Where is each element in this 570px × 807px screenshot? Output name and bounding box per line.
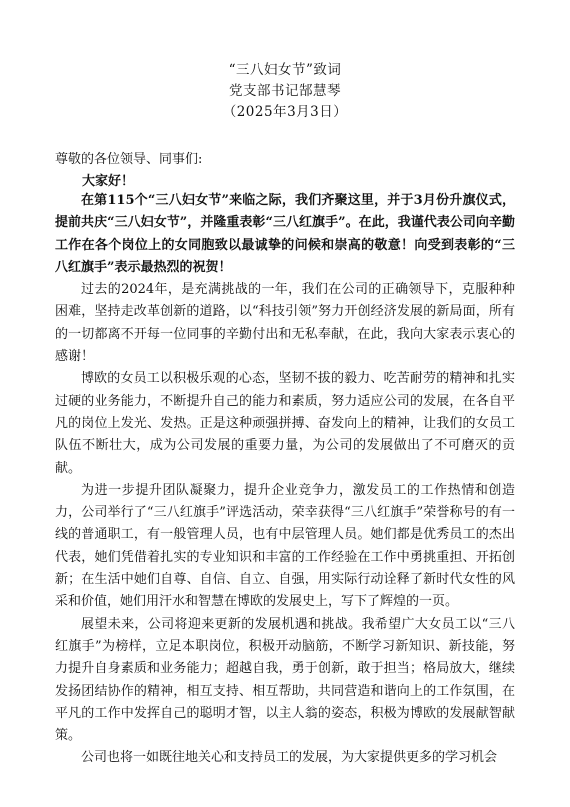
paragraph-female-staff: 博欧的女员工以积极乐观的心态，坚韧不拔的毅力、吃苦耐劳的精神和扎实过硬的业务能力，不断提升自己的能力和素质，努力适应公司的发展，在各自平凡的岗位上发光、发热。正是这种顽强拼搏、奋发向上的精神，让我们的女员工队伍不断壮大，成为公司发展的重要力量，为公司的发展做出了不可磨灭的贡献。 <box>55 371 515 476</box>
paragraph-award: 为进一步提升团队凝聚力，提升企业竞争力，激发员工的工作热情和创造力，公司举行了“三八红旗手”评选活动，荣幸获得“三八红旗手”荣誉称号的有一线的普通职工，有一般管理人员，也有中层管理人员。她们都是优秀员工的杰出代表，她们凭借着扎实的专业知识和丰富的工作经验在工作中勇挑重担、开拓创新；在生活中她们自尊、自信、自立、自强，用实际行动诠释了新时代女性的风采和价值，她们用汗水和智慧在博欧的发展史上，写下了辉煌的一页。 <box>55 482 515 610</box>
speech-date: （2025年3月3日） <box>222 104 348 120</box>
paragraph-review: 过去的2024年，是充满挑战的一年，我们在公司的正确领导下，克服种种困难，坚持走改革创新的道路，以“科技引领”努力开创经济发展的新局面，所有的一切都离不开每一位同事的辛勤付出和无私奉献，在此，我向大家表示衷心的感谢！ <box>55 282 515 365</box>
greeting: 大家好！ <box>82 174 135 189</box>
speech-author: 党支部书记郜慧琴 <box>229 83 341 99</box>
paragraph-opening: 在第115个“三八妇女节”来临之际，我们齐聚这里，并于3月份升旗仪式，提前共庆“三八妇女节”，并隆重表彰“三八红旗手”。在此，我谨代表公司向辛勤工作在各个岗位上的女同胞致以最诚挚的问候和崇高的敬意！向受到表彰的“三八红旗手”表示最热烈的祝贺！ <box>55 193 515 275</box>
paragraph-outlook: 展望未来，公司将迎来更新的发展机遇和挑战。我希望广大女员工以“三八红旗手”为榜样，立足本职岗位，积极开动脑筋，不断学习新知识、新技能，努力提升自身素质和业务能力；超越自我，勇于创新，敢于担当；格局放大，继续发扬团结协作的精神，相互支持、相互帮助，共同营造和谐向上的工作氛围，在平凡的工作中发挥自己的聪明才智，以主人翁的姿态，积极为博欧的发展献智献策。 <box>55 616 515 744</box>
speech-title: “三八妇女节”致词 <box>228 62 342 78</box>
paragraph-closing: 公司也将一如既往地关心和支持员工的发展，为大家提供更多的学习机会 <box>81 750 498 766</box>
salutation: 尊敬的各位领导、同事们: <box>55 152 203 167</box>
speech-body <box>55 190 515 770</box>
title-block <box>0 60 570 123</box>
